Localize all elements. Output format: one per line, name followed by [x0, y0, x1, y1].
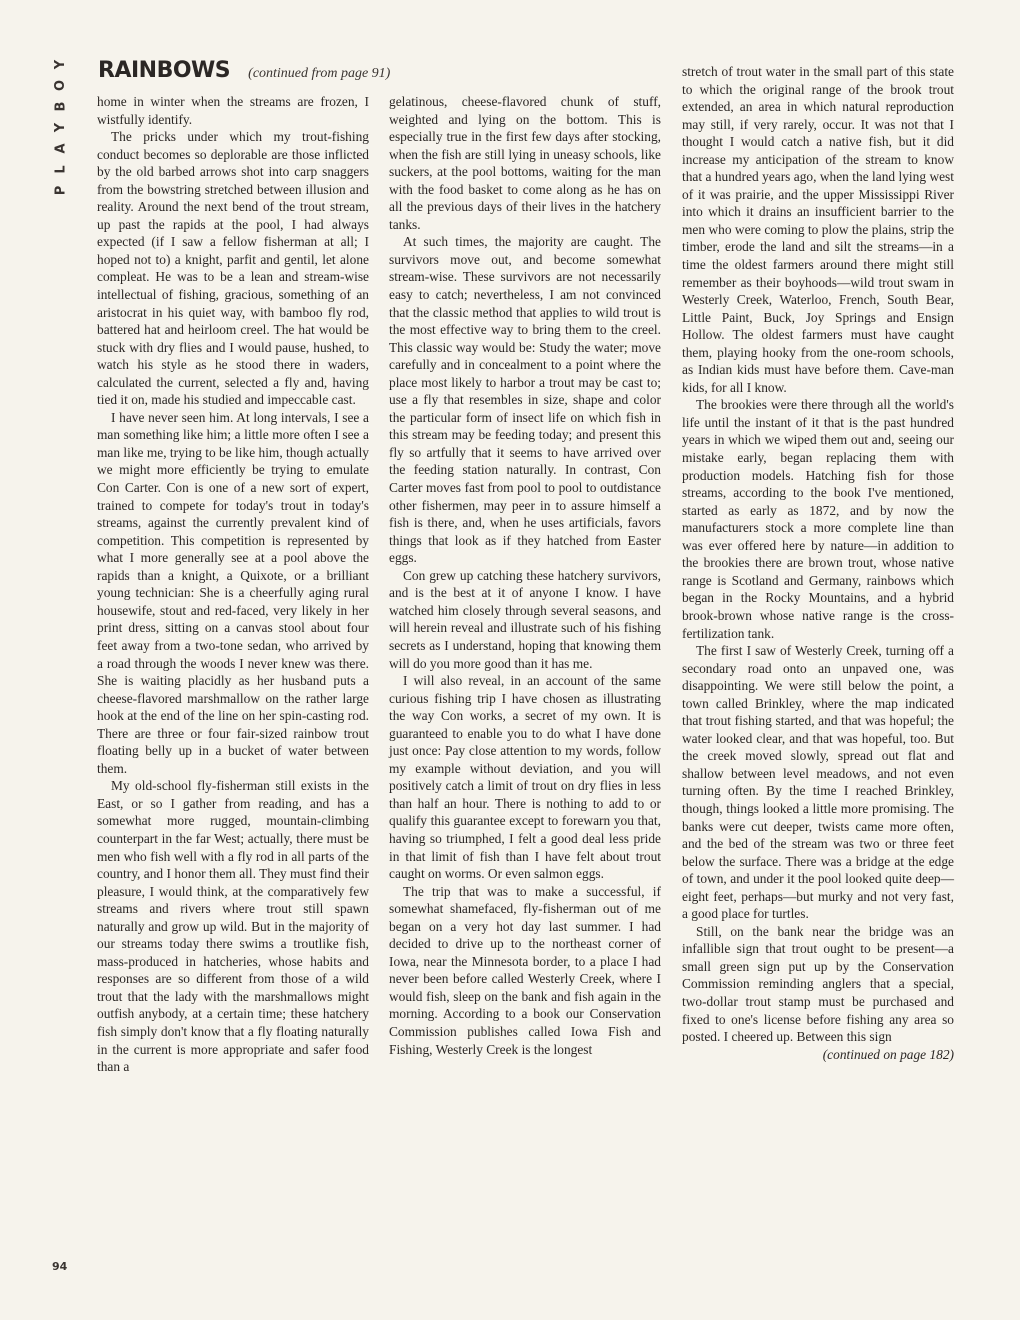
brand-letter: O — [53, 79, 69, 92]
magazine-name-vertical — [50, 58, 72, 197]
brand-letter: Y — [53, 122, 69, 133]
text-column-2 — [389, 93, 661, 1283]
continued-from-note: (continued from page 91) — [248, 66, 391, 81]
paragraph: My old-school fly-fisherman still exists in the East, or so I gather from reading, and has a somewhat more rugged, mountain-climbing counterpart in the far West; actually, there must be men who fish well with a fly rod in all parts of the country, and I honor them all. They must find their pleasure, I would think, at the comparatively few streams and rivers where trout still spawn naturally and grow up wild. But in the majority of our streams today there swims a troutlike fish, mass-produced in hatcheries, whose habits and responses are so different from those of a wild trout that the lady with the marshmallows might outfish anybody, at a certain time; these hatchery fish simply don't know that a fly floating naturally in the current is more appropriate and safer food than a — [97, 778, 369, 1075]
brand-letter: A — [53, 143, 69, 154]
page-number: 94 — [52, 1260, 68, 1273]
paragraph: The brookies were there through all the world's life until the instant of it that is the past hundred years in which we wiped them out and, seeing our mistake early, began replacing them with production models. Hatching fish for those streams, according to the book I've mentioned, started as early as 1872, and by now the manufacturers stock a more complete line than was ever offered here by nature—in addition to the brookies there are brown trout, whose native range is Scotland and Germany, rainbows which began in the Rocky Mountains, and a hybrid brook-brown whose native range is the cross-fertilization tank. — [682, 397, 954, 641]
paragraph: Con grew up catching these hatchery survivors, and is the best at it of anyone I know. I have watched him closely through several seasons, and will herein reveal and illustrate such of his fishing secrets as I understand, hoping that knowing them will do you more good than it has me. — [389, 567, 661, 671]
paragraph: I have never seen him. At long intervals, I see a man something like him; a little more often I see a man like me, trying to be like him, though actually we might more efficiently be trying to emulate Con Carter. Con is one of a new sort of expert, trained to compete for today's trout in today's streams, against the currently prevalent kind of competition. This competition is represented by what I more generally see at a pool above the rapids than a knight, a Quixote, or a brilliant young technician: She is a cheerfully aging rural housewife, stout and red-faced, very likely in her print dress, sitting on a canvas stool about four feet away from a two-tone sedan, who arrived by a road through the woods I never knew was there. She is waiting placidly as her husband puts a cheese-flavored marshmallow on the rather large hook at the end of the line on her spin-casting rod. There are three or four fair-sized rainbow trout floating belly up in a bucket of water between them. — [97, 409, 369, 776]
paragraph: The pricks under which my trout-fishing conduct becomes so deplorable are those inflicted by the old barbed arrows shot into carp snaggers from the bowstring stretched between illusion and reality. Around the next bend of the trout stream, up past the rapids at the pool, I had always expected (if I saw a fellow fisherman at all; I hoped not to) a knight, parfit and gentil, let alone compleat. He was to be a lean and stream-wise intellectual of fishing, gracious, something of an aristocrat in his quiet way, with bamboo fly rod, battered hat and heirloom creel. The hat would be stuck with dry flies and I would pause, hushed, to watch his style as he stood there in waders, calculated the current, selected a fly and, having tied it on, made his studied and impeccable cast. — [97, 129, 369, 408]
brand-letter: P — [53, 185, 69, 196]
paragraph: Still, on the bank near the bridge was an infallible sign that trout ought to be present—a small green sign put up by the Conservation Commission reminding anglers that a special, two-dollar trout stamp must be purchased and fixed to one's license before fishing any area so posted. I cheered up. Between this sign — [682, 923, 954, 1045]
brand-letter: B — [53, 101, 69, 112]
paragraph: I will also reveal, in an account of the same curious fishing trip I have chosen as illustrating the way Con works, a secret of my own. It is guaranteed to enable you to do what I have done just once: Pay close attention to my words, follow my example without deviation, and you will positively catch a limit of trout on dry flies in less than half an hour. There is nothing to add to or qualify this guarantee except to forewarn you that, having so triumphed, I felt a good deal less pride in that limit of fish than I have felt about trout caught on worms. Or even salmon eggs. — [389, 673, 661, 882]
article-header — [98, 58, 428, 88]
brand-letter: L — [53, 165, 69, 174]
article-title: RAINBOWS — [98, 58, 231, 83]
paragraph: gelatinous, cheese-flavored chunk of stuff, weighted and lying on the bottom. This is especially true in the first few days after stocking, when the fish are still lying in uneasy schools, like suckers, at the pool bottoms, waiting for the man with the food basket to come along as he has on all the previous days of their lives in the hatchery tanks. — [389, 94, 661, 232]
continued-on-note: (continued on page 182) — [822, 1046, 954, 1062]
brand-letter: Y — [53, 59, 69, 70]
paragraph: home in winter when the streams are frozen, I wistfully identify. — [97, 94, 369, 127]
paragraph: The trip that was to make a successful, if somewhat shamefaced, fly-fisherman out of me began on a very hot day last summer. I had decided to drive up to the northeast corner of Iowa, near the Minnesota border, to a place I had never been before called Westerly Creek, where I would fish, sleep on the bank and fish again in the morning. According to a book our Conservation Commission publishes called Iowa Fish and Fishing, Westerly Creek is the longest — [389, 883, 661, 1057]
paragraph: The first I saw of Westerly Creek, turning off a secondary road onto an unpaved one, was disappointing. We were still below the point, a town called Brinkley, where the map indicated that trout fishing started, and that was hopeful; the water looked clear, and that was hopeful, too. But the creek moved slowly, spread out flat and shallow between level meadows, and not even turning often. By the time I reached Brinkley, though, things looked a little more promising. The banks were cut deeper, twists came more often, and the bed of the stream was two or three feet below the surface. There was a bridge at the edge of town, and under it the pool looked quite deep—eight feet, perhaps—but murky and not very fast, a good place for turtles. — [682, 643, 954, 922]
text-column-1 — [97, 93, 369, 1283]
paragraph: stretch of trout water in the small part of this state to which the original range of the brook trout extended, an area in which natural reproduction may still, if very rarely, occur. It was not that I thought I would catch a native fish, but it did increase my anticipation of the stream to know that a hundred years ago, when the land lying west of it was prairie, and the upper Mississippi River into which it drains an insufficient barrier to the men who were coming to plow the plains, strip the timber, erode the land and silt the streams—in a time the oldest farmers around there might still remember as their boyhoods—wild trout swam in Westerly Creek, Waterloo, French, South Bear, Little Paint, Buck, Joy Springs and Ensign Hollow. The oldest farmers must have caught them, playing hooky from the one-room schools, as Indian kids must have before them. Cave-man kids, for all I know. — [682, 64, 954, 395]
text-column-3 — [682, 63, 954, 1293]
paragraph: At such times, the majority are caught. The survivors move out, and become somewhat stream-wise. These survivors are not necessarily easy to catch; nevertheless, I am not convinced that the classic method that applies to wild trout is the most effective way to bring them to the creel. This classic way would be: Study the water; move carefully and in concealment to a point where the place most likely to harbor a trout may be cast to; use a fly that resembles in size, shape and color the particular form of insect life on which fish in this stream may be feeding today; and present this fly so artfully that it seems to have arrived over the feeding station naturally. In contrast, Con Carter moves fast from pool to pool to outdistance other fishermen, may peer in to assure himself a fish is there, and, when he uses artificials, favors things that look as if they hatched from Easter eggs. — [389, 234, 661, 566]
